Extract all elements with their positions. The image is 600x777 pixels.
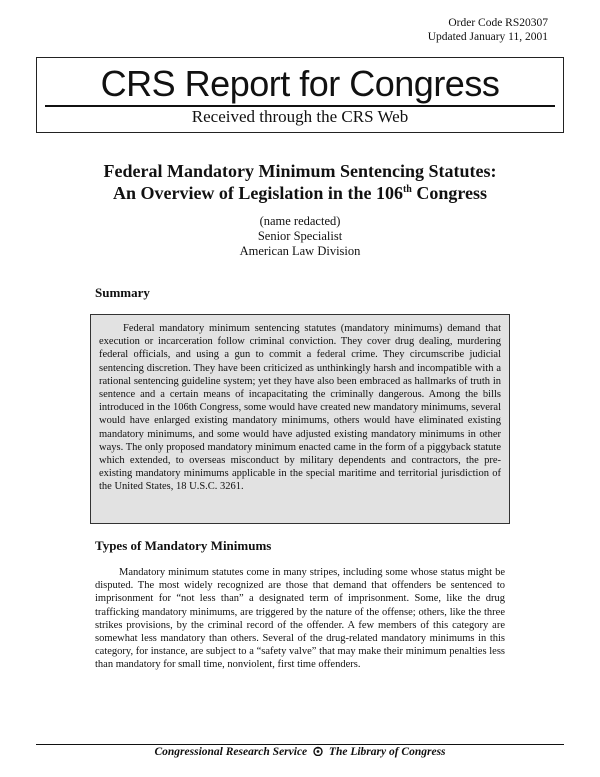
author-block [100, 214, 500, 259]
title-line-2 [60, 182, 540, 204]
footer-org: Congressional Research Service [154, 746, 308, 758]
title-line-1: Federal Mandatory Minimum Sentencing Statutes: [103, 161, 497, 181]
order-info [428, 16, 548, 44]
title-ordinal-suffix: th [402, 184, 412, 195]
summary-text: Federal mandatory minimum sentencing statutes (mandatory minimums) demand that execution or incarceration follow criminal conviction. They cover drug dealing, murdering federal officials, and using a gun to commit a federal crime. They circumscribe judicial sentencing discretion. They have been criticized as unthinkingly harsh and incompatible with a rational sentencing guideline system; yet they have also been embraced as hallmarks of truth in sentence and a certain means of incapacitating the criminally dangerous. Among the bills introduced in the 106th Congress, some would have created new mandatory minimums, several would have enlarged existing mandatory minimums, others would have eliminated existing mandatory minimums, and some would have adjusted existing mandatory minimums in other ways. The only proposed mandatory minimum enacted came in the form of a piggyback statute which extended, to overseas misconduct by military dependents and contractors, the pre-existing mandatory minimums applicable in the special maritime and territorial jurisdiction of the United States, 18 U.S.C. 3261. [99, 323, 501, 493]
title-line-2-end: Congress [411, 183, 488, 203]
summary-box [90, 314, 510, 524]
document-title [60, 160, 540, 204]
report-series-title: CRS Report for Congress [100, 63, 500, 104]
summary-heading: Summary [95, 285, 150, 300]
author-title: Senior Specialist [257, 229, 343, 243]
types-heading: Types of Mandatory Minimums [95, 538, 272, 553]
types-paragraph: Mandatory minimum statutes come in many stripes, including some whose status might be disputed. The most widely recognized are those that demand that offenders be sentenced to imprisonment for “not less than” a designated term of imprisonment. Some, like the drug trafficking mandatory minimums, are triggered by the nature of the offense; others, like the three strikes provisions, by the criminal record of the offender. A few members of this category are somewhat less mandatory than others. Several of the drug-related mandatory minimums in this category, for instance, are subject to a “safety valve” that may make their minimum penalties less than mandatory for small time, nonviolent, first time offenders. [95, 567, 505, 671]
report-series-subtitle: Received through the CRS Web [191, 107, 409, 126]
crs-seal-icon [313, 746, 323, 756]
masthead [36, 57, 564, 133]
order-code: Order Code RS20307 [448, 17, 548, 29]
footer-library: The Library of Congress [328, 746, 446, 758]
updated-date: Updated January 11, 2001 [427, 31, 548, 43]
title-line-2-main: An Overview of Legislation in the 106 [112, 183, 403, 203]
author-name: (name redacted) [259, 214, 341, 228]
footer [0, 746, 600, 758]
author-division: American Law Division [239, 244, 361, 258]
footer-rule [36, 744, 564, 745]
